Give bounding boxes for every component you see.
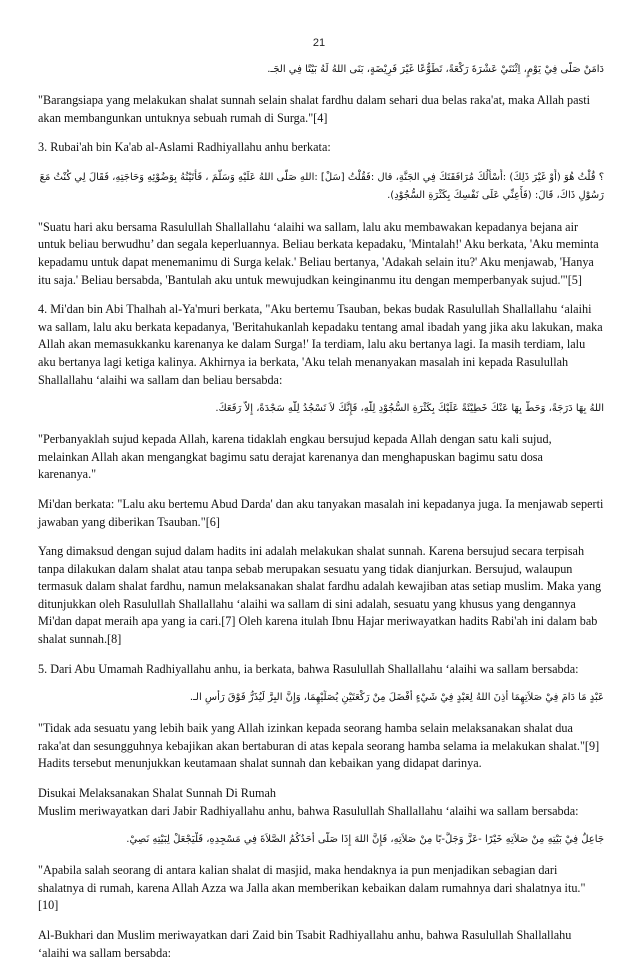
- section-heading: Disukai Melaksanakan Shalat Sunnah Di Rumah: [38, 786, 276, 801]
- arabic-hadith-4: اللهُ بِهَا دَرَجَةً، وَحَطَّ بِهَا عَنْكَ خَطِيْئَةً عَلَيْكَ بِكَثْرَةِ السُّجُوْدِ لِلّٰهِ، فَإِنَّكَ لاَ تَسْجُدُ لِلّٰهِ سَجْدَةً، إِلاَّ رَفَعَكَ.: [215, 403, 604, 415]
- arabic-hadith-3: ؟ قُلْتُ هُوَ (أَوْ غَيْرَ ذَلِكَ) :أَسْأَلُكَ مُرَافَقَتَكَ فِي الجَنَّةِ، قال :فَقُلْتُ [سَلْ] :اللهِ صَلَّى اللهُ عَلَيْهِ وَسَلَّمَ ، فَأَتَيْتُهُ بِوَضُوْئِهِ وَحَاجَتِهِ، فَقَالَ لِي كُنْتُ مَعَ رَسُوْلِ ذَاكَ، قَالَ: (فَأَعِنِّي عَلَى نَفْسِكَ بِكَثْرَةِ السُّجُوْدِ).: [39, 171, 604, 201]
- narration-6-intro: Muslim meriwayatkan dari Jabir Radhiyallahu anhu, bahwa Rasulullah Shallallahu ‘alaihi wa sallam bersabda:: [38, 803, 579, 818]
- translation-hadith-3: "Suatu hari aku bersama Rasulullah Shallallahu ‘alaihi wa sallam, lalu aku membawakan kepadanya bejana air untuk beliau berwudhu’ dan segala keperluannya. Beliau berkata kepadaku, 'Mintalah!' Aku berkata, 'Aku meminta kepadamu untuk dapat menemanimu di Surga kelak.' Beliau bertanya, 'Adakah selain itu?' Aku menjawab, 'Hanya itu saja.' Beliau bersabda, 'Bantulah aku untuk mewujudkan keinginanmu itu dengan memperbanyak sujud.'"[5]: [38, 219, 599, 287]
- hadith-5-comment: Hadits tersebut menunjukkan keutamaan shalat sunnah dan kebaikan yang didapat darinya.: [38, 756, 482, 771]
- narration-5-intro: 5. Dari Abu Umamah Radhiyallahu anhu, ia berkata, bahwa Rasulullah Shallallahu ‘alaihi wa sallam bersabda:: [38, 661, 579, 676]
- midan-statement: Mi'dan berkata: "Lalu aku bertemu Abud Darda' dan aku tanyakan masalah ini kepadanya juga. Ia menjawab seperti jawaban yang diberikan Tsauban."[6]: [38, 496, 604, 529]
- translation-hadith-1: "Barangsiapa yang melakukan shalat sunnah selain shalat fardhu dalam sehari dua belas raka'at, maka Allah pasti akan membangunkan untuknya sebuah rumah di Surga."[4]: [38, 93, 591, 125]
- narration-4-intro: 4. Mi'dan bin Abi Thalhah al-Ya'muri berkata, "Aku bertemu Tsauban, bekas budak Rasulullah Shallallahu ‘alaihi wa sallam, lalu aku berkata kepadanya, 'Beritahukanlah kepadaku tentang amal ibadah yang jika aku lakukan, maka Allah akan memasukkanku karenanya ke dalam Surga!' Ia terdiam, lalu aku bertanya lagi. Ia masih terdiam, lalu aku bertanya lagi ketiga kalinya. Akhirnya ia berkata, 'Aku telah menanyakan masalah ini kepada Rasulullah Shallallahu ‘alaihi wa sallam dan beliau bersabda:: [38, 302, 603, 387]
- arabic-hadith-5: عَبْدٍ مَا دَامَ فِيْ صَلاَتِهِمَا أَذِنَ اللهُ لِعَبْدٍ فِيْ شَيْءٍ أَفْضَلَ مِنْ رَكْعَتَيْنِ يُصَلِّيْهِمَا، وَإِنَّ البِرَّ لَيُذَرُّ فَوْقَ رَأْسِ الـ.: [189, 692, 604, 704]
- narration-3-intro: 3. Rubai'ah bin Ka'ab al-Aslami Radhiyallahu anhu berkata:: [38, 140, 331, 155]
- translation-hadith-6: "Apabila salah seorang di antara kalian shalat di masjid, maka hendaknya ia pun menjadikan sebagian dari shalatnya di rumah, karena Allah Azza wa Jalla akan memberikan kebaikan dalam rumahnya dari shalatnya itu."[10]: [38, 863, 586, 913]
- narration-7-intro: Al-Bukhari dan Muslim meriwayatkan dari Zaid bin Tsabit Radhiyallahu anhu, bahwa Rasulullah Shallallahu ‘alaihi wa sallam bersabda:: [38, 928, 572, 960]
- document-body: [38, 60, 604, 974]
- explanation-paragraph: Yang dimaksud dengan sujud dalam hadits ini adalah melakukan shalat sunnah. Karena bersujud secara terpisah tanpa dilakukan dalam shalat atau tanpa sebab merupakan sesuatu yang tidak dianjurkan. Bersujud, walaupun termasuk dalam shalat fardhu, namun melaksanakan shalat fardhu adalah kewajiban atas setiap muslim. Maka yang ditunjukkan oleh Rasulullah Shallallahu ‘alaihi wa sallam di sini adalah, sesuatu yang khusus yang dengannya Mi'dan dapat meraih apa yang ia cari.[7] Oleh karena itulah Ibnu Hajar meriwayatkan hadits Rabi'ah ini dalam bab shalat sunnah.[8]: [38, 544, 602, 647]
- arabic-hadith-6: جَاعِلٌ فِيْ بَيْتِهِ مِنْ صَلاَتِهِ خَيْرًا -عَزَّ وَجَلَّ-بًا مِنْ صَلاَتِهِ، فَإِنَّ اللهَ إِذَا صَلَّى أَحَدُكُمُ الصَّلاَةَ فِي مَسْجِدِهِ، فَلْيَجْعَلْ لِبَيْتِهِ نَصِيْ.: [126, 834, 604, 846]
- page-number: 21: [312, 37, 326, 49]
- arabic-hadith-1: دَامَنْ صَلَّى فِيْ يَوْمٍ، اِثْنَتَيْ عَشْرَةَ رَكْعَةً، تَطَوُّعًا غَيْرَ فَرِيْضَةٍ، بَنَى اللهُ لَهُ بَيْتًا فِي الجَـ.: [267, 64, 604, 75]
- translation-hadith-5: "Tidak ada sesuatu yang lebih baik yang Allah izinkan kepada seorang hamba selain melaksanakan shalat dua raka'at dan sesungguhnya kebajikan akan bertaburan di atas kepala seorang hamba selama ia melakukan shalat."[9]: [38, 721, 600, 753]
- translation-hadith-4: "Perbanyaklah sujud kepada Allah, karena tidaklah engkau bersujud kepada Allah dengan satu kali sujud, melainkan Allah akan mengangkat bagimu satu derajat karenanya dan menghapuskan bagimu satu dosa karenanya.": [38, 432, 552, 482]
